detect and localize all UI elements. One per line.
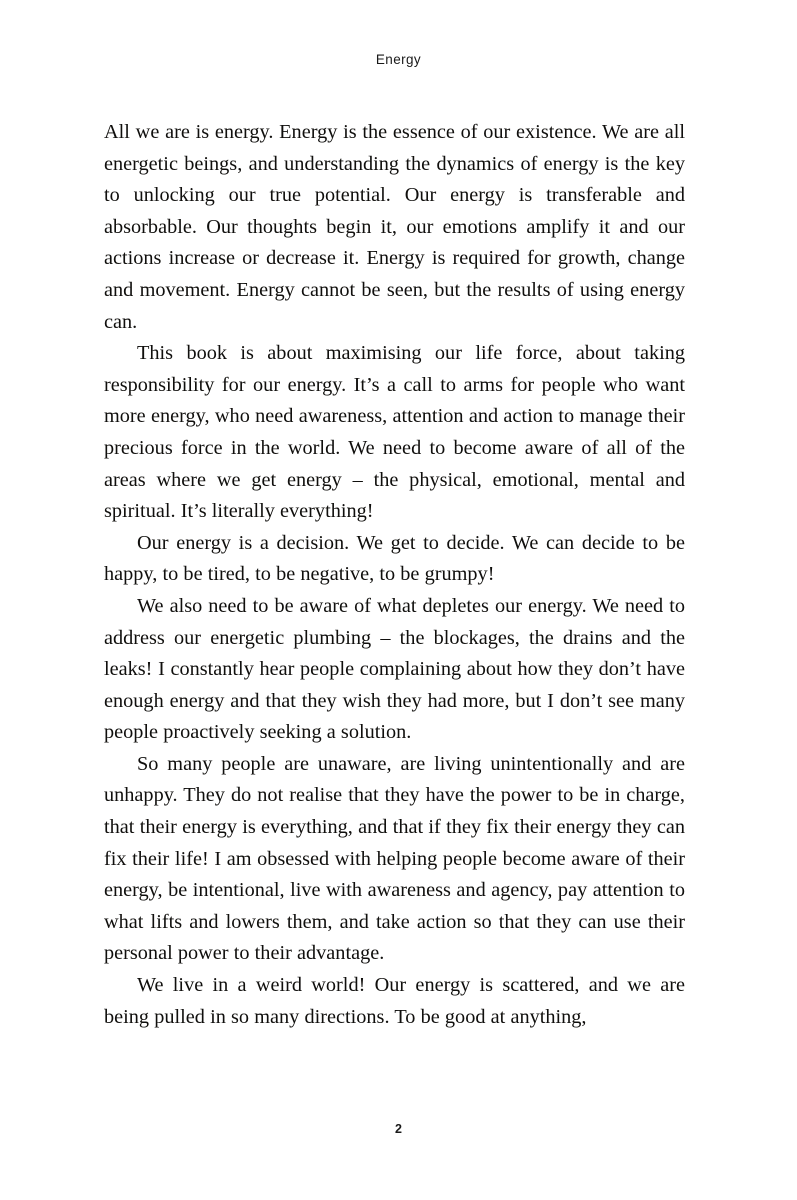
body-text-block [104, 117, 685, 1033]
paragraph: Our energy is a decision. We get to decide. We can decide to be happy, to be tired, to be negative, to be grumpy! [104, 531, 685, 586]
paragraph: All we are is energy. Energy is the essence of our existence. We are all energetic beings, and understanding the dynamics of energy is the key to unlocking our true potential. Our energy is transferable and absorbable. Our thoughts begin it, our emotions amplify it and our actions increase or decrease it. Energy is required for growth, change and movement. Energy cannot be seen, but the results of using energy can. [104, 121, 685, 333]
paragraph: We live in a weird world! Our energy is scattered, and we are being pulled in so many directions. To be good at anything, [104, 974, 685, 1028]
paragraph: This book is about maximising our life force, about taking responsibility for our energy. It’s a call to arms for people who want more energy, who need awareness, attention and action to manage their precious force in the world. We need to become aware of all of the areas where we get energy – the physical, emotional, mental and spiritual. It’s literally everything! [104, 342, 685, 523]
page-number: 2 [395, 1122, 402, 1136]
running-header-title: Energy [375, 52, 422, 67]
paragraph: We also need to be aware of what depletes our energy. We need to address our energetic plumbing – the blockages, the drains and the leaks! I constantly hear people complaining about how they don’t have enough energy and that they wish they had more, but I don’t see many people proactively seeking a solution. [104, 594, 685, 744]
paragraph: So many people are unaware, are living unintentionally and are unhappy. They do not realise that they have the power to be in charge, that their energy is everything, and that if they fix their energy they can fix their life! I am obsessed with helping people become aware of their energy, be intentional, live with awareness and agency, pay attention to what lifts and lowers them, and take action so that they can use their personal power to their advantage. [104, 752, 685, 965]
